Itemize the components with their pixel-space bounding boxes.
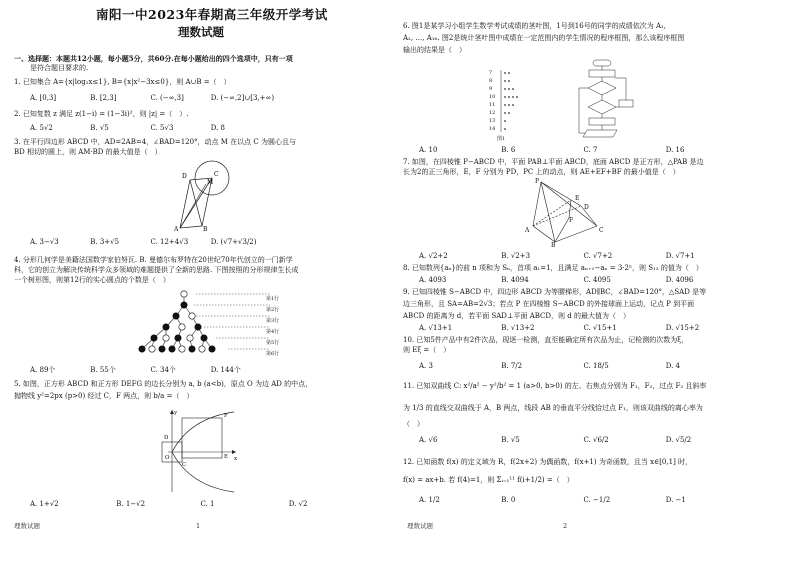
q7-vertex-c: C <box>599 227 604 234</box>
section-heading: 一、选择题：本题共12小题，每小题5分，共60分.在每小题给出的四个选项中，只有一项 <box>14 54 293 63</box>
q11-option-d[interactable]: D. √5/2 <box>665 436 692 444</box>
q7-option-c[interactable]: C. √7+2 <box>583 252 613 260</box>
q9-options <box>419 324 724 333</box>
q9-option-a[interactable]: A. √13+1 <box>419 324 453 332</box>
pyramid-figure <box>527 176 607 246</box>
q3-option-d[interactable]: D. (√7+√3/2) <box>210 238 257 246</box>
q6-line2: A₂, …, A₁₆. 图2是统计茎叶图中成绩在一定范围内的学生情况的程序框图，那么该程序框图 <box>403 34 685 42</box>
q10-line1: 10. 已知5件产品中有2件次品，现逐一检测，直至能确定所有次品为止，记检测的次数为ξ， <box>403 336 689 344</box>
stem-11: 11 <box>489 102 496 108</box>
stem-14: 14 <box>489 126 496 132</box>
q4-option-c[interactable]: C. 34个 <box>150 366 176 374</box>
q7-option-b[interactable]: B. √2+3 <box>501 252 531 260</box>
q7-option-d[interactable]: D. √7+1 <box>665 252 695 260</box>
q3-label-b: B <box>203 226 208 233</box>
q10-option-a[interactable]: A. 3 <box>419 362 433 370</box>
q11-option-a[interactable]: A. √6 <box>419 436 438 444</box>
q3-label-a: A <box>174 226 179 233</box>
q3-option-a[interactable]: A. 3−√3 <box>30 238 59 246</box>
parallelogram-figure <box>160 160 250 232</box>
q5-option-d[interactable]: D. √2 <box>288 500 308 508</box>
q11-option-c[interactable]: C. √6/2 <box>583 436 609 444</box>
q1-stem: 1. 已知集合 A={x|log₂x≤1}, B={x|x²−3x≤0}，则 A∪B =（ ） <box>14 78 231 86</box>
q4-line2: 科，它的创立为解决传统科学众多领域的难题提供了全新的思路. 下图按照的分形规律生长成 <box>14 266 299 274</box>
section-heading-cont: 是符合题目要求的. <box>30 64 89 72</box>
q7-vertex-a: A <box>525 227 530 234</box>
q5-label-o: O <box>165 455 170 461</box>
q7-line2: 长为2的正三角形，E，F 分别为 PD，PC 上的动点，则 AE+EF+BF 的最小值是（ ） <box>403 168 680 176</box>
q9-line1: 9. 已知四棱锥 S−ABCD 中，四边形 ABCD 为等腰梯形，AD∥BC，∠BAD=120°，△SAD 是等 <box>403 288 707 296</box>
q4-option-d[interactable]: D. 144个 <box>210 366 241 374</box>
q2-option-c[interactable]: C. 5√3 <box>150 124 174 132</box>
footer-left-label: 理数试题 <box>14 522 40 530</box>
q3-label-d: D <box>182 173 187 180</box>
q11-option-b[interactable]: B. √5 <box>501 436 520 444</box>
q10-option-c[interactable]: C. 18/5 <box>583 362 609 370</box>
fractal-tree-figure <box>120 288 260 356</box>
q2-option-d[interactable]: D. 8 <box>210 124 225 132</box>
q3-options <box>30 238 269 247</box>
footer-right-label: 理数试题 <box>407 522 433 530</box>
q7-vertex-b: B <box>551 242 556 249</box>
stem-13: 13 <box>489 118 496 124</box>
q5-label-d: D <box>164 435 169 441</box>
q5-option-a[interactable]: A. 1+√2 <box>30 500 59 508</box>
q5-line2: 抛物线 y²=2px (p>0) 经过 C，F 两点，则 b/a =（ ） <box>14 392 194 400</box>
q4-option-a[interactable]: A. 89个 <box>30 366 56 374</box>
q6-options <box>419 146 724 155</box>
q11-line2: 为 1/3 的直线交双曲线于 A，B 两点，线段 AB 的垂直平分线恰过点 F₁，则该双曲线的离心率为 <box>403 404 703 412</box>
q12-option-d[interactable]: D. −1 <box>665 496 686 504</box>
q7-vertex-e: E <box>575 195 580 202</box>
footer-right-page: 2 <box>563 522 568 530</box>
q4-option-b[interactable]: B. 55个 <box>90 366 116 374</box>
q12-option-b[interactable]: B. 0 <box>501 496 516 504</box>
stem-7: 7 <box>489 70 493 76</box>
program-flowchart <box>575 58 637 142</box>
footer-left-page: 1 <box>196 522 201 530</box>
q5-label-x: x <box>234 456 238 462</box>
q5-options <box>30 500 347 509</box>
stem-leaf-plot <box>489 70 523 142</box>
q7-line1: 7. 如图，在四棱锥 P−ABCD 中，平面 PAB⊥平面 ABCD，底面 ABCD 是正方形，△PAB 是边 <box>403 158 704 166</box>
row-label-4: 第4行 <box>266 329 280 335</box>
stem-leaf-divider <box>501 70 523 134</box>
q7-vertex-f: F <box>569 217 574 224</box>
q3-option-c[interactable]: C. 12+4√3 <box>150 238 189 246</box>
q11-line3: （ ） <box>403 420 424 428</box>
stem-12: 12 <box>489 110 496 116</box>
q3-line2: BD 相切的圆上，则 AM·BD 的最大值是（ ） <box>14 148 162 156</box>
q8-option-b[interactable]: B. 4094 <box>501 276 529 284</box>
q1-options <box>30 94 274 103</box>
exam-subtitle: 理数试题 <box>178 25 224 39</box>
q7-vertex-d: D <box>584 204 589 211</box>
q2-option-b[interactable]: B. √5 <box>90 124 109 132</box>
q5-label-c: C <box>182 462 187 468</box>
q5-option-b[interactable]: B. 1−√2 <box>116 500 146 508</box>
q6-option-c[interactable]: C. 7 <box>583 146 598 154</box>
q9-option-d[interactable]: D. √15+2 <box>665 324 700 332</box>
q12-option-a[interactable]: A. 1/2 <box>419 496 440 504</box>
right-column <box>397 0 794 561</box>
q9-option-c[interactable]: C. √15+1 <box>583 324 617 332</box>
q3-label-m: M <box>207 179 214 186</box>
q6-option-d[interactable]: D. 16 <box>665 146 685 154</box>
q8-stem: 8. 已知数列{aₙ}的前 n 项和为 Sₙ，首项 a₁=1，且满足 aₙ₊₁−aₙ = 3·2ⁿ，则 S₁₂ 的值为（ ） <box>403 264 703 272</box>
q7-vertex-p: P <box>535 178 540 185</box>
q3-label-c: C <box>214 171 219 178</box>
q4-options <box>30 366 269 375</box>
q1-option-b[interactable]: B. [2,3] <box>90 94 117 102</box>
q2-stem: 2. 已知复数 z 满足 z(1−i) = (1−3i)²，则 |z| =（ ）. <box>14 110 189 118</box>
q9-line2: 边三角形，且 SA=AB=2√3；若点 P 在四棱锥 S−ABCD 的外接球面上运动，记点 P 到平面 <box>403 300 695 308</box>
q10-option-b[interactable]: B. 7/2 <box>501 362 523 370</box>
q12-line1: 12. 已知函数 f(x) 的定义域为 R，f(2x+2) 为偶函数，f(x+1) 为奇函数，且当 x∈[0,1] 时， <box>403 458 693 466</box>
q11-line1: 11. 已知双曲线 C: x²/a² − y²/b² = 1 (a>0, b>0) 的左、右焦点分别为 F₁，F₂，过点 F₂ 且斜率 <box>403 382 707 390</box>
exam-title: 南阳一中2023年春期高三年级开学考试 <box>96 7 328 22</box>
q5-label-e: E <box>224 454 229 460</box>
q12-line2: f(x) = ax+b. 若 f(4)=1，则 Σᵢ₌₁¹¹ f(i+1/2) =（ ） <box>403 476 574 484</box>
stem-10: 10 <box>489 94 496 100</box>
row-label-6: 第6行 <box>266 351 280 357</box>
q8-option-d[interactable]: D. 4096 <box>665 276 694 284</box>
q6-option-b[interactable]: B. 6 <box>501 146 516 154</box>
q6-line3: 输出的结果是（ ） <box>403 46 466 54</box>
q12-options <box>419 496 724 505</box>
q9-option-b[interactable]: B. √13+2 <box>501 324 535 332</box>
q4-line3: 一个树形图，则第12行的实心圆点的个数是（ ） <box>14 276 170 284</box>
q10-option-d[interactable]: D. 4 <box>665 362 680 370</box>
q3-line1: 3. 在平行四边形 ABCD 中，AD=2AB=4，∠BAD=120°，动点 M 在以点 C 为圆心且与 <box>14 138 296 146</box>
q1-option-d[interactable]: D. (−∞,2]∪[3,+∞) <box>210 94 275 102</box>
stem-9: 9 <box>489 86 493 92</box>
fig1-label: 图1 <box>497 136 506 142</box>
q6-line1: 6. 图1是某学习小组学生数学考试成绩的茎叶图，1号到16号的同学的成绩依次为 A₁, <box>403 22 667 30</box>
q8-options <box>419 276 724 285</box>
stem-8: 8 <box>489 78 493 84</box>
q1-option-c[interactable]: C. (−∞,3] <box>150 94 184 102</box>
q8-option-c[interactable]: C. 4095 <box>583 276 611 284</box>
q9-line3: ABCD 的距离为 d，若平面 SAD⊥平面 ABCD，则 d 的最大值为（ ） <box>403 312 630 320</box>
q5-label-f: F <box>224 413 228 419</box>
q10-line2: 则 Eξ =（ ） <box>403 346 451 354</box>
q4-line1: 4. 分形几何学是美籍法国数学家伯努瓦. B. 曼德尔布罗特在20世纪70年代创立的一门新学 <box>14 256 293 264</box>
q10-options <box>419 362 724 371</box>
q2-option-a[interactable]: A. 5√2 <box>30 124 53 132</box>
row-label-5: 第5行 <box>266 340 280 346</box>
row-label-1: 第1行 <box>266 296 280 302</box>
row-label-2: 第2行 <box>266 307 280 313</box>
q11-options <box>419 436 724 445</box>
q7-options <box>419 252 724 261</box>
q1-option-a[interactable]: A. [0,3] <box>30 94 57 102</box>
q7-option-a[interactable]: A. √2+2 <box>419 252 448 260</box>
q6-option-a[interactable]: A. 10 <box>419 146 438 154</box>
q12-option-c[interactable]: C. −1/2 <box>583 496 611 504</box>
parabola-squares-figure <box>150 408 240 494</box>
q3-option-b[interactable]: B. 3+√5 <box>90 238 120 246</box>
q5-label-y: y <box>174 410 178 416</box>
q2-options <box>30 124 269 133</box>
row-label-3: 第3行 <box>266 318 280 324</box>
q8-option-a[interactable]: A. 4093 <box>419 276 447 284</box>
q5-option-c[interactable]: C. 1 <box>200 500 215 508</box>
q5-line1: 5. 如图，正方形 ABCD 和正方形 DEFG 的边长分别为 a, b (a<b)，原点 O 为边 AD 的中点， <box>14 380 313 388</box>
